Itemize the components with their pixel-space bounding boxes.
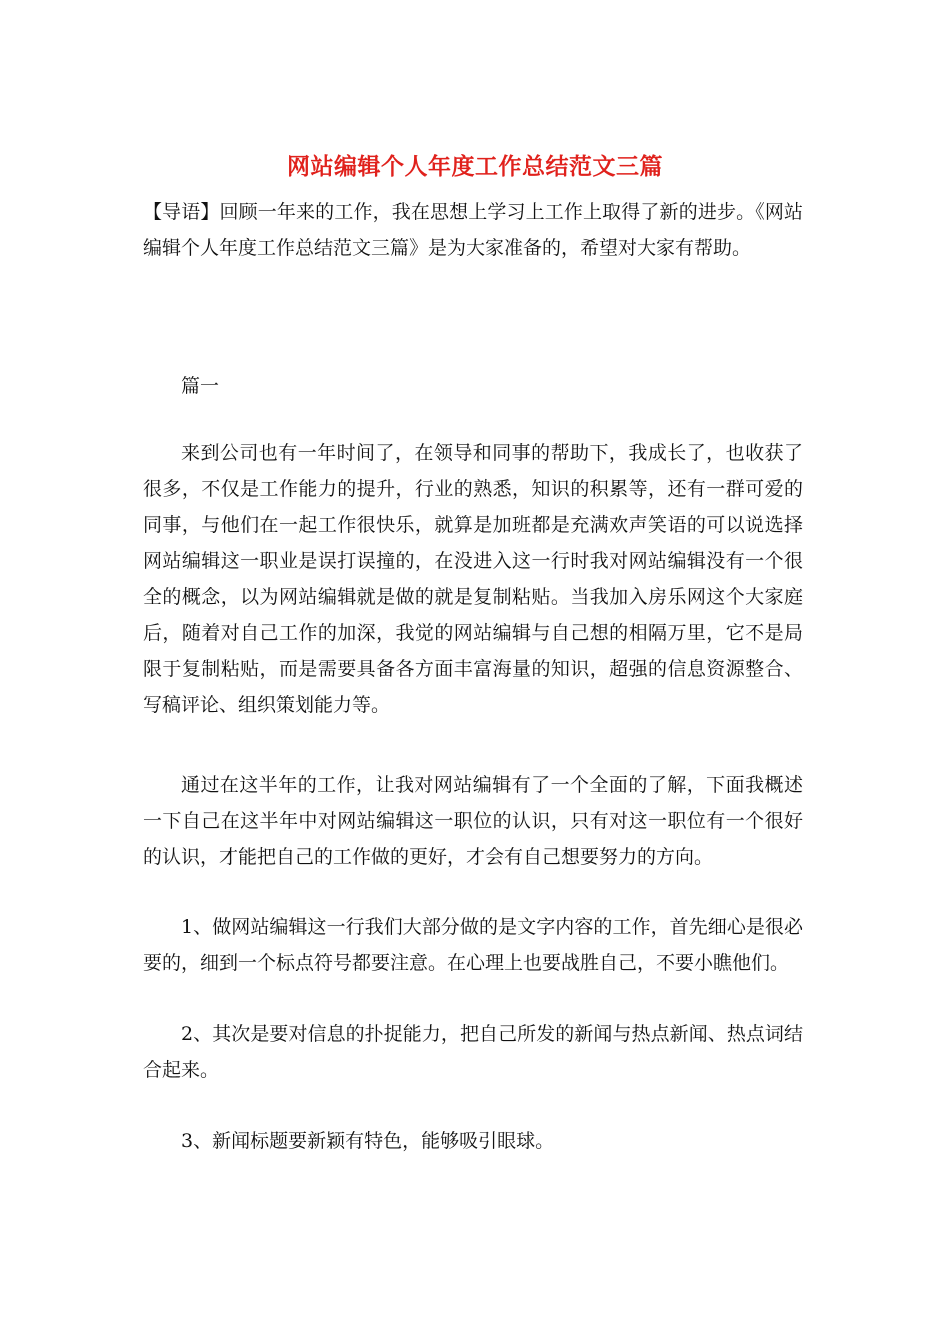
list-item-paragraph: 1、做网站编辑这一行我们大部分做的是文字内容的工作，首先细心是很必要的，细到一个标点符号都要注意。在心理上也要战胜自己，不要小瞧他们。 bbox=[143, 916, 803, 974]
section-heading: 篇一 bbox=[181, 375, 220, 397]
intro-paragraph: 【导语】回顾一年来的工作，我在思想上学习上工作上取得了新的进步。《网站编辑个人年度工作总结范文三篇》是为大家准备的，希望对大家有帮助。 bbox=[143, 201, 803, 259]
document-title: 网站编辑个人年度工作总结范文三篇 bbox=[287, 153, 663, 180]
list-item-paragraph: 3、新闻标题要新颖有特色，能够吸引眼球。 bbox=[181, 1130, 555, 1152]
body-paragraph: 通过在这半年的工作，让我对网站编辑有了一个全面的了解，下面我概述一下自己在这半年中对网站编辑这一职位的认识，只有对这一职位有一个很好的认识，才能把自己的工作做的更好，才会有自己想要努力的方向。 bbox=[143, 774, 803, 868]
list-item-paragraph: 2、其次是要对信息的扑捉能力，把自己所发的新闻与热点新闻、热点词结合起来。 bbox=[143, 1023, 803, 1081]
body-paragraph: 来到公司也有一年时间了，在领导和同事的帮助下，我成长了，也收获了很多，不仅是工作能力的提升，行业的熟悉，知识的积累等，还有一群可爱的同事，与他们在一起工作很快乐，就算是加班都是充满欢声笑语的可以说选择网站编辑这一职业是误打误撞的，在没进入这一行时我对网站编辑没有一个很全的概念，以为网站编辑就是做的就是复制粘贴。当我加入房乐网这个大家庭后，随着对自己工作的加深，我觉的网站编辑与自己想的相隔万里，它不是局限于复制粘贴，而是需要具备各方面丰富海量的知识，超强的信息资源整合、写稿评论、组织策划能力等。 bbox=[143, 442, 803, 716]
